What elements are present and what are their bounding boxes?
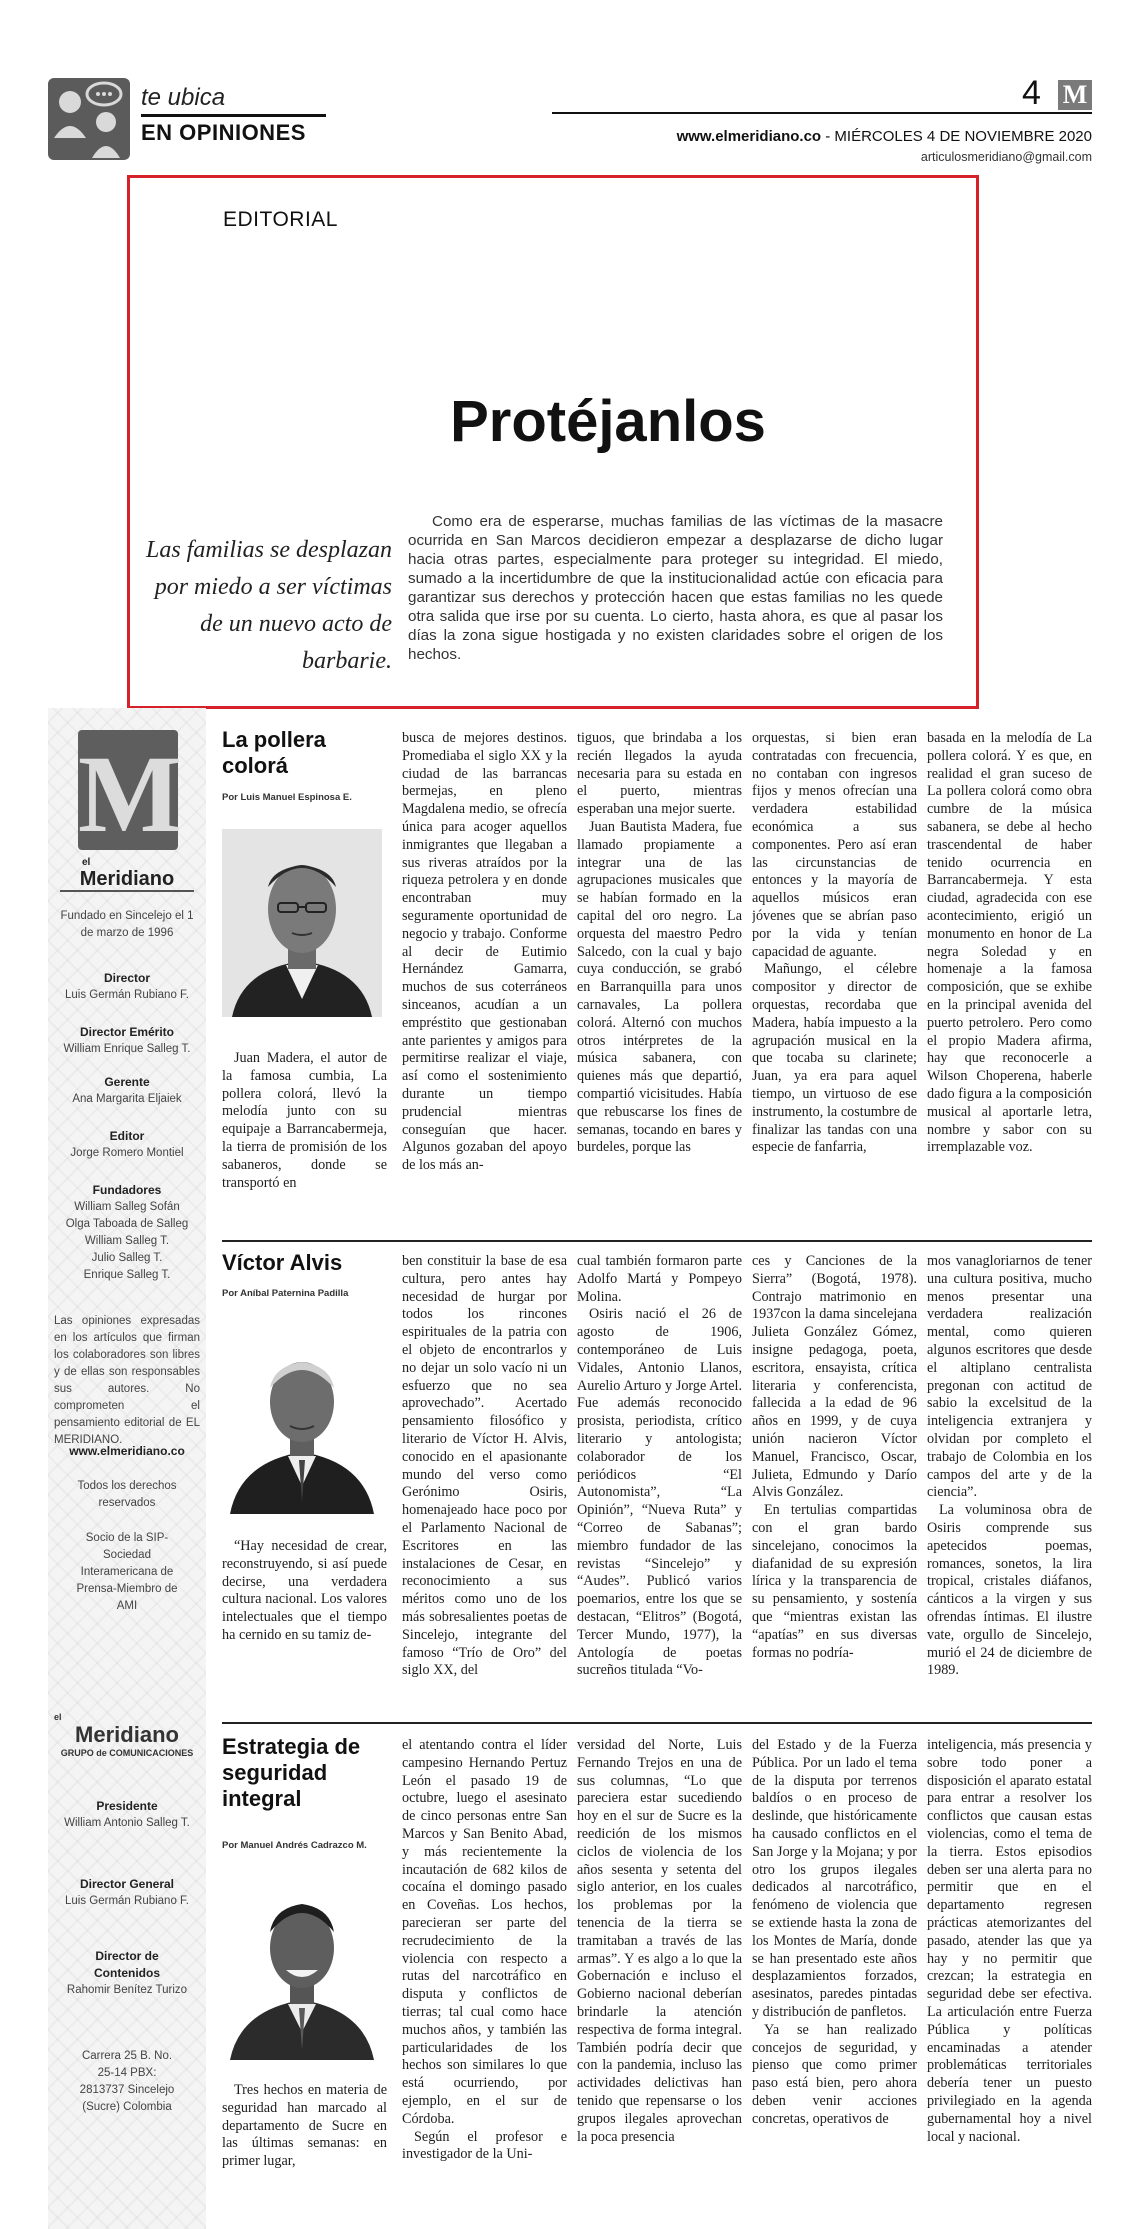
- article-column: [222, 1538, 387, 1718]
- paragraph: cual también formaron parte Adolfo Martá y Pompeyo Molina.: [577, 1253, 742, 1305]
- director-block: [48, 970, 206, 1004]
- author-portrait-icon: [222, 829, 382, 1017]
- article-column: [577, 730, 742, 1230]
- article-estrategia-seguridad: [222, 1732, 1092, 2222]
- article-column: [402, 1253, 567, 1718]
- paragraph: La voluminosa obra de Osiris comprende sus apetecidos poemas, romances, sonetos, la lira tropical, cristales diáfanos, cánticos a la virgen y sus ofrendas íntimas. El ilustre vate, orgullo de Sincelejo, murió el 24 de diciembre de 1989.: [927, 1502, 1092, 1679]
- top-divider: [552, 112, 1092, 114]
- header-tagline: te ubica: [141, 84, 226, 111]
- issue-date: - MIÉRCOLES 4 DE NOVIEMBRE 2020: [821, 128, 1092, 145]
- paragraph: del Estado y de la Fuerza Pública. Por un lado el tema de la disputa por terrenos baldíos o en proceso de deslinde, que históricamente ha causado conflictos en el San Jorge y la Mojana; y por otro los grupos ilegales dedicados al narcotráfico, fenómeno de violencia que se extiende hasta la zona de los Montes de María, donde se han presentado este años desplazamientos forzados, asesinatos, paredes pintadas y distribución de panfletos.: [752, 1737, 917, 2020]
- sidebar-brand: [48, 858, 206, 891]
- gerente-name: Ana Margarita Eljaiek: [72, 1093, 182, 1105]
- founded-note: Fundado en Sincelejo el 1 de marzo de 1996: [60, 910, 194, 939]
- author-portrait-icon: [222, 1326, 382, 1514]
- article-column: [402, 730, 567, 1230]
- author-photo: [222, 829, 382, 1017]
- paragraph: En tertulias compartidas con el gran bardo sincelejano, conocimos la diafanidad de su expresión lírica y la transparencia de su pensamiento, y sostenía que “mientras existan las “apatías” en sus diversas formas no podría-: [752, 1502, 917, 1661]
- director-label: Director: [103, 971, 150, 985]
- presidente-label: Presidente: [96, 1799, 158, 1813]
- paragraph: el atentando contra el líder campesino Hernando Pertuz León el pasado 19 de octubre, luego el asesinato de cinco personas entre San Marcos y San Benito Abad, y más recientemente la incautación de 682 kilos de cocaína el domingo pasado en Coveñas. Los hechos, parecieran ser parte del recrudecimiento de la violencia con respecto a rutas del narcotráfico en disputa y conflictos de tierras; tal cual como hace muchos años, y también las particularidades de los hechos son similares lo que está ocurriendo, por ejemplo, en el sur de Córdoba.: [402, 1737, 567, 2127]
- paragraph: Mañungo, el célebre compositor y director de orquestas, recordaba que Madera, había impuesto a la agrupación musical en la que tocaba su clarinete; Juan, ya era para aquel tiempo, un virtuoso de ese instrumento, la costumbre de finalizar las tandas con una especie de fanfarria,: [752, 961, 917, 1156]
- article-column: [577, 1253, 742, 1718]
- presidente-block: [48, 1798, 206, 1832]
- gerente-label: Gerente: [104, 1075, 150, 1089]
- article-column: [752, 730, 917, 1230]
- author-photo: [222, 1326, 382, 1514]
- article-byline: Por Manuel Andrés Cadrazco M.: [222, 1840, 367, 1851]
- masthead-logo: M: [1058, 80, 1092, 110]
- paragraph: Tres hechos en materia de seguridad han marcado al departamento de Sucre en las últimas semanas: en primer lugar,: [222, 2082, 387, 2170]
- article-column: [927, 1253, 1092, 1718]
- director-emerito-name: William Enrique Salleg T.: [63, 1043, 191, 1055]
- paragraph: Juan Madera, el autor de la famosa cumbia, La pollera colorá, llevó la melodía junto con su equipaje a Barrancabermeja, la tierra de promisión de los sabaneros, donde se transportó en: [222, 1050, 387, 1191]
- fundadores-block: [48, 1182, 206, 1284]
- section-logo: [48, 78, 130, 160]
- fundador-name: William Salleg Sofán: [74, 1201, 180, 1213]
- fundador-name: Julio Salleg T.: [91, 1252, 163, 1264]
- brand-name: Meridiano: [79, 868, 175, 890]
- editor-label: Editor: [109, 1129, 145, 1143]
- article-column: [927, 1737, 1092, 2222]
- chat-people-icon: [48, 78, 130, 160]
- director-name: Luis Germán Rubiano F.: [64, 989, 189, 1001]
- article-column: [222, 2082, 387, 2222]
- article-divider: [222, 1722, 1092, 1724]
- director-contenidos-name: Rahomir Benítez Turizo: [66, 1984, 188, 1996]
- paragraph: Según el profesor e investigador de la Uni-: [402, 2128, 567, 2163]
- director-general-name: Luis Germán Rubiano F.: [64, 1895, 189, 1907]
- fundador-name: Enrique Salleg T.: [83, 1269, 171, 1281]
- section-title: EN OPINIONES: [141, 120, 306, 145]
- header-divider: [141, 114, 326, 117]
- article-column: [752, 1737, 917, 2222]
- fundador-name: William Salleg T.: [84, 1235, 170, 1247]
- paragraph: ces y Canciones de la Sierra” (Bogotá, 1978). Contrajo matrimonio en 1937con la dama sincelejana Julieta González Gómez, insigne pedagoga, poeta, escritora, ensayista, crítica literaria y conferencista, fallecida a la edad de 96 años en 1999, y de cuya unión nacieron Víctor Manuel, Francisco, Oscar, Julieta, Edmundo y Darío Alvis González.: [752, 1253, 917, 1501]
- paragraph: tiguos, que brindaba a los recién llegados la ayuda necesaria para su estada en el puerto, mientras esperaban una mejor suerte.: [577, 730, 742, 818]
- editorial-pullquote: Las familias se desplazan por miedo a ser víctimas de un nuevo acto de barbarie.: [145, 537, 392, 674]
- rights-note: Todos los derechos reservados: [77, 1480, 177, 1509]
- group-brand-prefix: el: [54, 1712, 62, 1722]
- director-emerito-label: Director Emérito: [79, 1025, 175, 1039]
- paragraph: orquestas, si bien eran contratadas con frecuencia, no contaban con ingresos fijos y menos ofrecían una verdadera estabilidad económica a sus componentes. Pero así eran las circunstancias de entonces y la mayoría de aquellos músicos eran jóvenes que se abrían paso por la vida y tenían capacidad de aguante.: [752, 730, 917, 960]
- article-la-pollera: [222, 725, 1092, 1230]
- fundador-name: Olga Taboada de Salleg: [65, 1218, 189, 1230]
- paragraph: “Hay necesidad de crear, reconstruyendo, si así puede decirse, una verdadera cultura nacional. Los valores intelectuales que el tiempo ha cernido en su tamiz de-: [222, 1538, 387, 1643]
- group-brand-name: Meridiano: [75, 1722, 179, 1747]
- paragraph: busca de mejores destinos. Promediaba el siglo XX y la ciudad de las barrancas bermejas, en pleno Magdalena medio, se ofrecía única para acoger aquellos inmigrantes que llegaban a sus riveras atraídos por la riqueza petrolera y en donde encontraban muy seguramente oportunidad de negocio y trabajo. Conforme al decir de Eutimio Hernández Gamarra, muchos de sus coterráneos sinceanos, acudían a un empréstito que gestionaban ante parientes y amigos para permitirse realizar el viaje, así como el sostenimiento durante un tiempo prudencial mientras conseguían que hacer. Algunos gozaban del apoyo de los más an-: [402, 730, 567, 1174]
- presidente-name: William Antonio Salleg T.: [64, 1817, 190, 1829]
- article-column: [577, 1737, 742, 2222]
- editor-name: Jorge Romero Montiel: [70, 1147, 184, 1159]
- sidebar-website[interactable]: www.elmeridiano.co: [69, 1444, 185, 1458]
- paragraph: ben constituir la base de esa cultura, pero antes hay necesidad de hurgar por todos los rincones espirituales de la patria con el objeto de encontrarlos y no dejar un solo vacío ni un esfuerzo que no sea aprovechado”. Acertado pensamiento filosófico y literario de Víctor H. Alvis, conocido en el apasionante mundo del verso como Gerónimo Osiris, homenajeado hace poco por el Parlamento Nacional de Escritores en las instalaciones de Cesar, en reconocimiento a sus méritos como uno de los más sobresalientes poetas de Sincelejo, integrante del famoso “Trío de Oro” del siglo XX, del: [402, 1253, 567, 1679]
- article-byline: Por Luis Manuel Espinosa E.: [222, 792, 352, 803]
- director-general-block: [48, 1876, 206, 1910]
- brand-rule: [60, 890, 194, 892]
- director-contenidos-label: Director de Contenidos: [94, 1949, 160, 1980]
- article-column: [402, 1737, 567, 2222]
- paragraph: basada en la melodía de La pollera colorá. Y es que, en realidad el gran suceso de La pollera colorá como obra cumbre de la música sabanera, se debe al hecho trascendental de haber tenido ocurrencia en Barrancabermeja. Y esta ciudad, agradecida con ese acontecimiento, erigió un monumento en honor de La negra Soledad y en homenaje a la famosa composición, que se exhibe en la principal avenida del puerto petrolero. Pero como el propio Madera afirma, hay que reconocerle a Wilson Choperena, haberle dado figura a la composición musical al aportarle letra, nombre y sabor con su irremplazable voz.: [927, 730, 1092, 1156]
- masthead-sidebar: [48, 708, 206, 2229]
- editorial-body: Como era de esperarse, muchas familias de las víctimas de la masacre ocurrida en San Marcos decidieron empezar a desplazarse de dicho lugar hacia otras partes, especialmente para proteger su integridad. El miedo, sumado a la incertidumbre de que la institucionalidad actúe con eficacia para garantizar sus derechos y protección hacen que estas familias no les quede otra salida que irse por su cuenta. Lo cierto, hasta ahora, es que al pasar los días la zona sigue hostigada y no existen claridades sobre el origen de los hechos.: [408, 513, 943, 663]
- dateline: [677, 128, 1092, 145]
- paragraph: Ya se han realizado concejos de seguridad, y pienso que como primer paso está bien, pero ahora deben venir acciones concretas, operativos de: [752, 2021, 917, 2127]
- editorial-title: Protéjanlos: [450, 389, 766, 454]
- page-number: 4: [1022, 74, 1041, 112]
- group-brand-tag: GRUPO de COMUNICACIONES: [60, 1748, 194, 1758]
- disclaimer: Las opiniones expresadas en los artículos que firman los colaboradores son libres y de ellas son responsables sus autores. No comprometen el pensamiento editorial de EL MERIDIANO.: [54, 1315, 200, 1446]
- article-victor-alvis: [222, 1248, 1092, 1718]
- membership-note: Socio de la SIP-Sociedad Interamericana de Prensa-Miembro de AMI: [76, 1532, 178, 1612]
- author-portrait-icon: [222, 1872, 382, 2060]
- director-contenidos-block: [48, 1948, 206, 1982]
- article-column: [927, 730, 1092, 1230]
- article-column: [222, 1050, 387, 1230]
- editor-block: [48, 1128, 206, 1162]
- paragraph: mos vanagloriarnos de tener una cultura positiva, mucho menos presentar una verdadera realización mental, como quieren algunos escritores que desde el altiplano centralista pregonan con actitud de sabio la excelsitud de la inteligencia extranjera y olvidan por completo el trabajo de Colombia en los campos del arte y de la ciencia”.: [927, 1253, 1092, 1501]
- fundadores-label: Fundadores: [92, 1183, 162, 1197]
- contact-email[interactable]: articulosmeridiano@gmail.com: [920, 150, 1092, 164]
- meridiano-logo: M: [78, 730, 178, 850]
- website-link[interactable]: www.elmeridiano.co: [676, 128, 822, 145]
- author-photo: [222, 1872, 382, 2060]
- group-brand: [48, 1712, 206, 1758]
- paragraph: Osiris nació el 26 de agosto de 1906, contemporáneo de Luis Vidales, Antonio Llanos, Aurelio Arturo y Jorge Artel. Fue además reconocido prosista, periodista, crítico literario y antologista; colaborador de los periódicos “El Autonomista”, “La Opinión”, “Nueva Ruta” y “Correo de Sabanas”; miembro fundador de las revistas “Sincelejo” y “Audes”. Publicó varios poemarios, entre los que se destacan, “Elitros” (Bogotá, Tercer Mundo, 1977), la Antología de poetas sucreños titulada “Vo-: [577, 1306, 742, 1679]
- editorial-label: EDITORIAL: [223, 208, 338, 231]
- article-title: La pollera colorá: [222, 727, 326, 778]
- paragraph: Juan Bautista Madera, fue llamado propiamente a integrar una de las agrupaciones musicales que se habían formado en la capital del oro negro. La orquesta del maestro Pedro Salcedo, con la cual y bajo cuya conducción, se grabó en Barranquilla para unos carnavales, La pollera colorá. Alternó con muchos otros intérpretes de la música sabanera, con quienes más que departió, compartió vicisitudes. Había que rebuscarse los fines de semanas, tocando en bares y burdeles, porque las: [577, 818, 742, 1156]
- editorial-box: [127, 175, 979, 709]
- article-title: Estrategia de seguridad integral: [222, 1734, 361, 1811]
- article-title: Víctor Alvis: [222, 1250, 343, 1275]
- article-divider: [222, 1240, 1092, 1242]
- gerente-block: [48, 1074, 206, 1108]
- article-column: [752, 1253, 917, 1718]
- address: Carrera 25 B. No. 25-14 PBX: 2813737 Sincelejo (Sucre) Colombia: [79, 2050, 175, 2113]
- director-general-label: Director General: [79, 1877, 175, 1891]
- director-emerito-block: [48, 1024, 206, 1058]
- paragraph: inteligencia, más presencia y sobre todo poner a disposición el aparato estatal para entrar a resolver los conflictos que causan estas violencias, como el tema de la tierra. Estos episodios deben ser una alerta para no permitir que en el departamento regresen prácticas atemorizantes del pasado, atender las que ya hay y no permitir que crezcan; la estrategia en seguridad debe ser efectiva. La articulación entre Fuerza Pública y políticas encaminadas a atender problemáticas territoriales debería tener un puesto privilegiado en la agenda gubernamental hoy a nivel local y nacional.: [927, 1737, 1092, 2145]
- article-byline: Por Aníbal Paternina Padilla: [222, 1288, 349, 1299]
- brand-prefix: el: [82, 857, 91, 868]
- paragraph: versidad del Norte, Luis Fernando Trejos en una de sus columnas, “Lo que pareciera estar sucediendo hoy en el sur de Sucre es la reedición de los mismos ciclos de violencia de los años sesenta y setenta del siglo anterior, en los cuales los problemas por la tenencia de la tierra se tramitaban a través de las armas”. Y es algo a lo que la Gobernación e incluso el Gobierno nacional deberían brindarle la atención respectiva de forma integral. También podría decir que con la pandemia, incluso las actividades delictivas han tenido que repensarse o los grupos ilegales aprovechan la poca presencia: [577, 1737, 742, 2145]
